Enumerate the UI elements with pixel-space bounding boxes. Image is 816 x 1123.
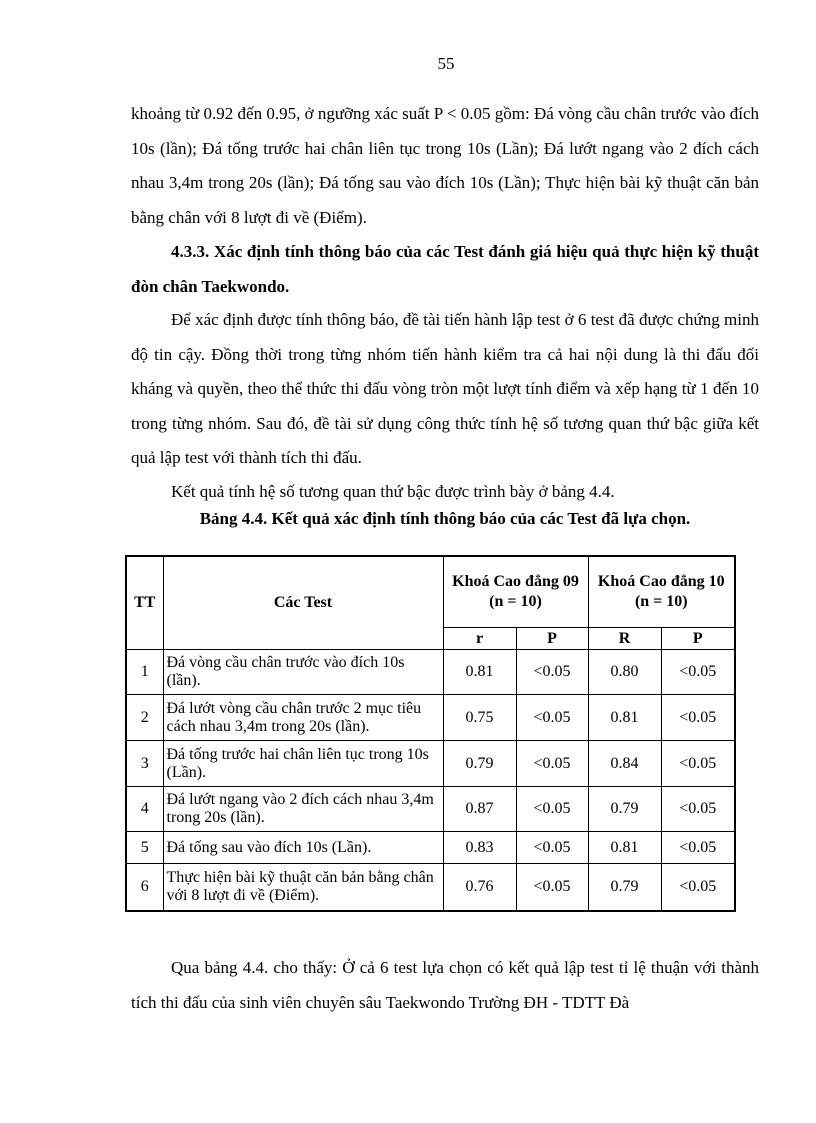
subheader-p-09: P: [516, 628, 588, 650]
row-r-09: 0.75: [443, 695, 516, 741]
row-r-09: 0.81: [443, 650, 516, 695]
row-tt: 2: [126, 695, 163, 741]
header-group-09-title: Khoá Cao đẳng 09: [452, 573, 579, 590]
row-tt: 1: [126, 650, 163, 695]
row-p-09: <0.05: [516, 650, 588, 695]
results-table: [125, 555, 736, 912]
header-tt: TT: [126, 556, 163, 650]
row-r-09: 0.87: [443, 787, 516, 832]
subheader-r-09: r: [443, 628, 516, 650]
table-caption: Bảng 4.4. Kết quả xác định tính thông báo của các Test đã lựa chọn.: [199, 509, 691, 528]
row-r-10: 0.79: [588, 864, 661, 912]
row-p-09: <0.05: [516, 741, 588, 787]
table-row: [126, 650, 735, 695]
header-group-10-n: (n = 10): [634, 593, 688, 610]
row-p-09: <0.05: [516, 787, 588, 832]
page-number: 55: [437, 54, 455, 73]
row-r-09: 0.83: [443, 832, 516, 864]
row-r-10: 0.84: [588, 741, 661, 787]
row-p-09: <0.05: [516, 695, 588, 741]
header-test: Các Test: [163, 556, 443, 650]
row-r-09: 0.76: [443, 864, 516, 912]
paragraph-method: Để xác định được tính thông báo, đề tài tiến hành lập test ở 6 test đã được chứng minh độ tin cậy. Đồng thời trong từng nhóm tiến hành kiểm tra cả hai nội dung là thi đấu đối kháng và quyền, theo thể thức thi đấu vòng tròn một lượt tính điểm và xếp hạng từ 1 đến 10 trong từng nhóm. Sau đó, đề tài sử dụng công thức tính hệ số tương quan thứ bậc giữa kết quả lập test với thành tích thi đấu.: [131, 310, 759, 467]
table-row: [126, 832, 735, 864]
section-heading: 4.3.3. Xác định tính thông báo của các Test đánh giá hiệu quả thực hiện kỹ thuật đòn chân Taekwondo.: [131, 242, 759, 296]
subheader-r-10: R: [588, 628, 661, 650]
row-test: Đá vòng cầu chân trước vào đích 10s (lần).: [163, 650, 443, 695]
header-group-09: [443, 556, 588, 628]
table-row: [126, 787, 735, 832]
row-tt: 5: [126, 832, 163, 864]
row-p-10: <0.05: [661, 741, 735, 787]
row-r-09: 0.79: [443, 741, 516, 787]
row-r-10: 0.79: [588, 787, 661, 832]
row-p-10: <0.05: [661, 832, 735, 864]
paragraph-intro: khoảng từ 0.92 đến 0.95, ở ngưỡng xác suất P < 0.05 gồm: Đá vòng cầu chân trước vào đích 10s (lần); Đá tống trước hai chân liên tục trong 10s (Lần); Đá lướt ngang vào 2 đích cách nhau 3,4m trong 20s (lần); Đá tống sau vào đích 10s (Lần); Thực hiện bài kỹ thuật căn bản bằng chân với 8 lượt đi về (Điểm).: [131, 104, 759, 227]
row-test: Đá lướt ngang vào 2 đích cách nhau 3,4m trong 20s (lần).: [163, 787, 443, 832]
header-group-09-n: (n = 10): [489, 593, 542, 610]
row-p-10: <0.05: [661, 695, 735, 741]
table-row: [126, 695, 735, 741]
paragraph-conclusion: Qua bảng 4.4. cho thấy: Ở cả 6 test lựa chọn có kết quả lập test tỉ lệ thuận với thành tích thi đấu của sinh viên chuyên sâu Taekwondo Trường ĐH - TDTT Đà: [131, 958, 759, 1012]
row-r-10: 0.81: [588, 695, 661, 741]
row-p-10: <0.05: [661, 864, 735, 912]
row-tt: 4: [126, 787, 163, 832]
row-p-10: <0.05: [661, 650, 735, 695]
table-row: [126, 741, 735, 787]
row-tt: 6: [126, 864, 163, 912]
row-p-10: <0.05: [661, 787, 735, 832]
row-tt: 3: [126, 741, 163, 787]
subheader-p-10: P: [661, 628, 735, 650]
row-p-09: <0.05: [516, 864, 588, 912]
row-test: Đá tống trước hai chân liên tục trong 10s (Lần).: [163, 741, 443, 787]
header-group-10-title: Khoá Cao đẳng 10: [597, 573, 725, 590]
paragraph-result-intro: Kết quả tính hệ số tương quan thứ bậc được trình bày ở bảng 4.4.: [171, 482, 615, 501]
row-p-09: <0.05: [516, 832, 588, 864]
table-row: [126, 864, 735, 912]
row-test: Đá lướt vòng cầu chân trước 2 mục tiêu cách nhau 3,4m trong 20s (lần).: [163, 695, 443, 741]
row-test: Đá tống sau vào đích 10s (Lần).: [163, 832, 443, 864]
row-r-10: 0.81: [588, 832, 661, 864]
header-group-10: [588, 556, 735, 628]
row-r-10: 0.80: [588, 650, 661, 695]
row-test: Thực hiện bài kỹ thuật căn bản bằng chân với 8 lượt đi về (Điểm).: [163, 864, 443, 912]
